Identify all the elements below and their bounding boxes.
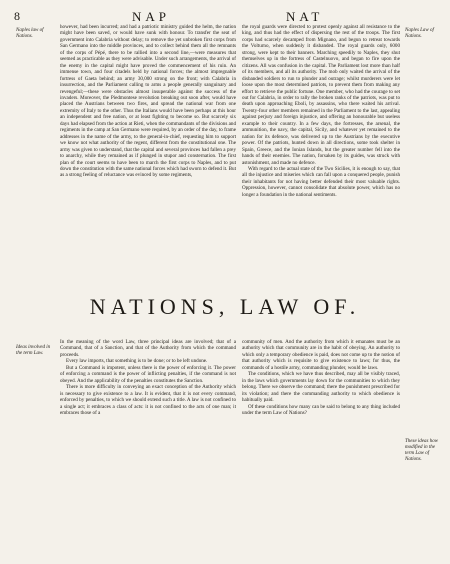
paragraph: Of these conditions how many can be said to belong to any thing included under the term Law of Nations? [242,403,400,416]
running-head-left: NAP [132,9,171,24]
paragraph: community of men. And the authority from which it emanates must be an authority which that community are in the habit of obeying. An authority to which only a temporary obedience is paid, does not come up to the notion of that authority which is requisite to give existence to laws; for thus, the commands of a hostile army, commanding plunder, would be laws. [242,339,400,371]
paragraph: the royal guards were directed to protest openly against all resistance to the king, and thus had the effect of dispersing the rest of the troops. The first corps had scarcely decamped from Mignano, and begun to retreat towards the Volturno, when suddenly it disbanded. The royal guards only, 6000 strong, were kept to their banners. Marching speedily to Naples, they shut themselves up in the fortress of Castelnuovo, and began to fire upon the citizens. All was confusion in the capital. The Parliament lost more than half of its members, and all its authority. The mob only waited the arrival of the disbanded soldiers to run to plunder and outrage; whilst murderers were let loose upon the most determined patriots, to prevent them from making any effort to retrieve the public fortune. One member, who had the courage to set out for Calabria, in order to rally the broken ranks of the patriots, was put to death upon approaching Eboli, by assassins, who there waited his arrival. Twenty-four other members remained in the Parliament to the last, appealing against perjury and foreign injustice, and offering an honourable but useless example to their country. In a few days, the fortresses, the arsenal, the ammunition, the navy, the capital, Sicily, and whatever yet remained to the nation for its defence, was delivered up to the Austrians by the executive power. Of the patriots, hunted down in all directions, some took shelter in Spain, Greece, and the Ionian Islands, but the greater number fell into the hands of their enemies. The nation, forsaken by its guides, was struck with astonishment, and made no defence. [242,24,400,166]
paragraph: But a Command is impotent, unless there is the power of enforcing it. The power of enforcing a command is the power of inflicting penalties, if the command is not obeyed. And the applicability of the penalties constitutes the Sanction. [60,364,236,384]
paragraph: however, had been incurred; and had a patriotic ministry guided the helm, the nation might have been saved, or would have sunk with honour. To transfer the seat of government into Calabria without delay; to remove the yet unbroken first corps from San Germano into the middle provinces, and to collect behind them all the remnants of the corps of Pépé, there to be rallied into a second line,—were measures that seemed as practicable as they were advisable. Under such arrangements, the arrival of the enemy in the capital might have proved the commencement of his ruin. An immense town, and four citadels held by national forces; the almost impregnable fortress of Gaeta behind; an army 30,000 strong on the front; with Calabria in insurrection, and the Parliament calling to arms a people generally sanguinary and revengeful;—these were obstacles almost insuperable against the success of the invaders. Moreover, the Piedmontese revolution breaking out soon after, would have placed the Austrians between two fires, and spread the national war from one extremity of Italy to the other. Thus the Italians would have been perhaps at this hour an independent and free nation, or at least fighting to become so. But scarcely six days had elapsed from the action at Rieti, when the commandants of the divisions and regiments in the camp at San Germano were required, by an order of the day, to frame addresses in the name of the army, to the general-in-chief, requesting him to support we know not what authority of the regent, different from the constitutional one. The army was given to understand, that the capital and several provinces had fallen a prey to anarchy, while they remained as if plunged in stupor and consternation. The first plan of the court seems to have been to march the first corps to Naples, and to put down the constitution with the same national forces which had sworn to defend it. But as a strong feeling of reluctance was evinced by some regiments, [60,24,236,179]
paragraph: With regard to the actual state of the Two Sicilies, it is enough to say, that all the injustice and miseries which can fall upon a conquered people, punish their inhabitants for not having better defended their most valuable rights. Oppression, however, cannot consolidate that absolute power, which has no longer a foundation in the national sentiments. [242,165,400,198]
naples-column-left [60,24,236,179]
section-heading: NATIONS, LAW OF. [89,294,361,319]
page-header [14,9,436,23]
naples-column-right [242,24,400,198]
margin-note-law-of-nations: These ideas how modified in the term Law of Nations. [405,439,439,462]
paragraph: There is more difficulty in conveying an exact conception of the Authority which is necessary to give existence to a law. It is evident, that it is not every command, enforced by penalties, to which we should extend such a title. A law is not confined to a single act; it embraces a class of acts: it is not confined to the acts of one man; it embraces those of a [60,384,236,416]
margin-note-naples-left: Naples law of Nations. [16,28,44,39]
paragraph: In the meaning of the word Law, three principal ideas are involved; that of a Command, that of a Sanction, and that of the Authority from which the command proceeds. [60,339,236,358]
margin-note-naples-right: Naples Law of Nations. [405,28,434,39]
nations-column-right [242,339,400,416]
margin-note-law-ideas: Ideas involved in the term Law. [16,345,51,356]
nations-column-left [60,339,236,416]
paragraph: The conditions, which we have thus described, may all be visibly traced, in the laws which governments lay down for the communities to which they belong. There we observe the command; there the punishment prescribed for its violation; and there the commanding authority to which obedience is habitually paid. [242,371,400,404]
running-head-right: NAT [286,9,324,24]
paragraph: Every law imports, that something is to be done; or to be left undone. [66,358,208,365]
page-number: 8 [14,9,20,23]
